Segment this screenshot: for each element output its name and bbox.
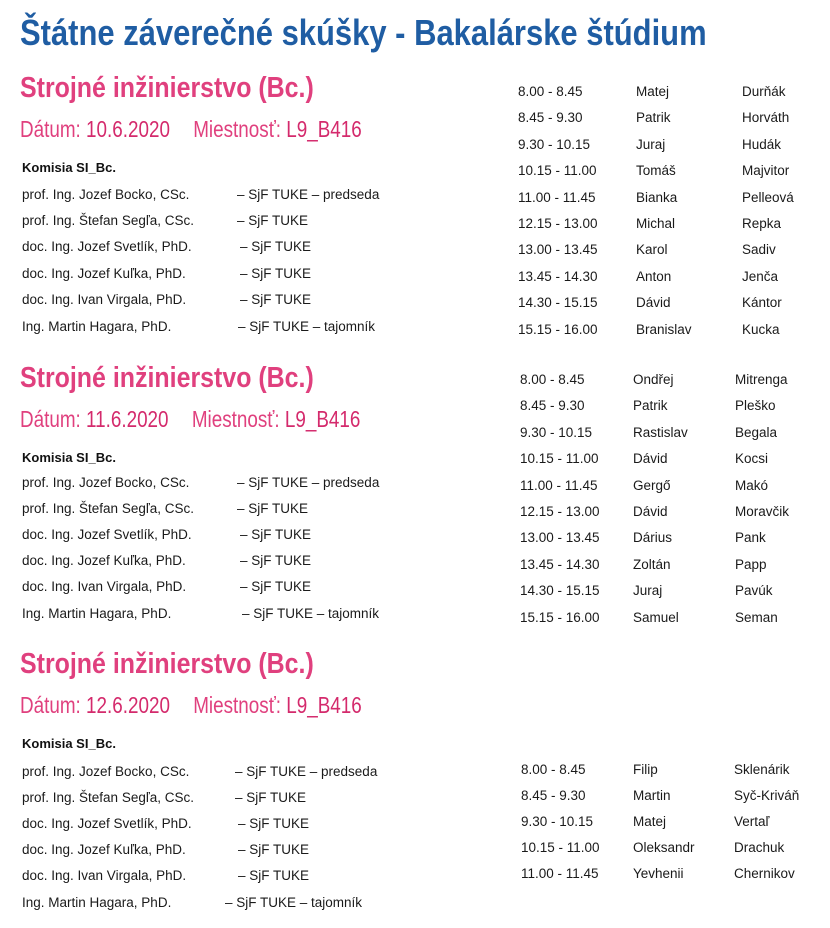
member-role: – SjF TUKE – predseda	[235, 764, 378, 779]
slot-first: Branislav	[636, 321, 692, 337]
slot-time: 9.30 - 10.15	[521, 814, 594, 829]
slot-last: Moravčik	[735, 504, 790, 519]
slot-time: 10.15 - 11.00	[521, 840, 600, 855]
member-name: Ing. Martin Hagara, PhD.	[22, 895, 172, 910]
slot-last: Makó	[735, 477, 769, 493]
slot-first: Samuel	[633, 609, 679, 625]
slot-time: 12.15 - 13.00	[520, 504, 600, 519]
slot-last: Pavúk	[735, 583, 773, 599]
slot-first: Bianka	[636, 189, 678, 205]
member-role: – SjF TUKE – tajomník	[242, 606, 380, 621]
slot-time: 11.00 - 11.45	[521, 866, 599, 881]
slot-time: 13.45 - 14.30	[520, 556, 600, 572]
slot-first: Tomáš	[636, 163, 676, 179]
slot-first: Filip	[633, 762, 658, 777]
slot-time: 10.15 - 11.00	[518, 163, 597, 179]
member-name: prof. Ing. Štefan Segľa, CSc.	[22, 213, 195, 228]
member-role: – SjF TUKE	[240, 553, 312, 568]
slot-time: 14.30 - 15.15	[520, 583, 600, 599]
member-name: prof. Ing. Štefan Segľa, CSc.	[22, 501, 195, 516]
slot-time: 9.30 - 10.15	[520, 424, 593, 440]
slot-time: 8.00 - 8.45	[520, 372, 585, 387]
member-role: – SjF TUKE	[240, 239, 312, 254]
slot-time: 12.15 - 13.00	[518, 216, 598, 231]
slot-last: Majvitor	[742, 163, 790, 179]
slot-first: Anton	[636, 268, 672, 284]
slot-first: Michal	[636, 216, 676, 231]
committee-label: Komisia SI_Bc.	[22, 160, 116, 175]
date-label: Dátum:	[20, 692, 81, 718]
section-title: Strojné inžinierstvo (Bc.)	[20, 72, 314, 104]
slot-last: Sadiv	[742, 242, 776, 258]
page-title: Štátne záverečné skúšky - Bakalárske štúdium	[20, 12, 707, 53]
slot-first: Rastislav	[633, 424, 688, 440]
exam-section	[0, 362, 830, 642]
slot-last: Seman	[735, 609, 778, 625]
slot-time: 8.00 - 8.45	[518, 84, 583, 99]
slot-first: Zoltán	[633, 556, 671, 572]
member-name: prof. Ing. Jozef Bocko, CSc.	[22, 475, 190, 490]
slot-time: 13.00 - 13.45	[518, 242, 598, 258]
committee-label: Komisia SI_Bc.	[22, 736, 116, 751]
section-title: Strojné inžinierstvo (Bc.)	[20, 648, 314, 680]
slot-time: 8.00 - 8.45	[521, 762, 586, 777]
date-label: Dátum:	[20, 406, 81, 432]
exam-room: L9_B416	[286, 116, 362, 142]
member-role: – SjF TUKE – tajomník	[225, 895, 363, 910]
member-role: – SjF TUKE	[240, 527, 312, 542]
exam-section	[0, 648, 830, 928]
date-label: Dátum:	[20, 116, 81, 142]
member-role: – SjF TUKE – predseda	[237, 475, 380, 490]
slot-last: Pleško	[735, 398, 776, 414]
exam-date: 12.6.2020	[86, 692, 170, 718]
room-label: Miestnosť:	[193, 692, 282, 718]
slot-time: 13.45 - 14.30	[518, 268, 598, 284]
member-role: – SjF TUKE	[238, 868, 310, 883]
slot-last: Hudák	[742, 136, 782, 152]
slot-last: Syč-Kriváň	[734, 788, 800, 803]
slot-time: 11.00 - 11.45	[518, 189, 596, 205]
slot-first: Juraj	[636, 136, 666, 152]
slot-first: Oleksandr	[633, 840, 695, 855]
slot-last: Durňák	[742, 84, 786, 99]
room-label: Miestnosť:	[193, 116, 282, 142]
committee-label: Komisia SI_Bc.	[22, 450, 116, 465]
member-name: doc. Ing. Ivan Virgala, PhD.	[22, 579, 187, 594]
member-name: doc. Ing. Jozef Svetlík, PhD.	[22, 816, 192, 831]
slot-last: Chernikov	[734, 866, 795, 881]
slot-time: 13.00 - 13.45	[520, 530, 600, 546]
slot-first: Gergő	[633, 477, 671, 493]
slot-time: 9.30 - 10.15	[518, 136, 591, 152]
slot-time: 14.30 - 15.15	[518, 295, 598, 311]
slot-time: 15.15 - 16.00	[520, 609, 600, 625]
member-name: doc. Ing. Ivan Virgala, PhD.	[22, 292, 187, 307]
member-name: prof. Ing. Jozef Bocko, CSc.	[22, 187, 190, 202]
member-name: doc. Ing. Jozef Kuľka, PhD.	[22, 842, 186, 857]
slot-first: Matej	[636, 84, 670, 99]
member-role: – SjF TUKE	[237, 501, 309, 516]
slot-first: Dávid	[633, 504, 668, 519]
slot-first: Matej	[633, 814, 667, 829]
slot-first: Ondřej	[633, 372, 674, 387]
member-name: doc. Ing. Jozef Kuľka, PhD.	[22, 266, 186, 281]
member-role: – SjF TUKE	[238, 842, 310, 857]
slot-last: Pank	[735, 530, 766, 546]
slot-time: 8.45 - 9.30	[518, 110, 583, 126]
slot-last: Papp	[735, 556, 767, 572]
member-role: – SjF TUKE	[238, 816, 310, 831]
slot-last: Horváth	[742, 110, 790, 126]
slot-first: Dárius	[633, 530, 673, 546]
slot-last: Vertaľ	[734, 814, 770, 829]
member-role: – SjF TUKE	[240, 292, 312, 307]
slot-time: 8.45 - 9.30	[521, 788, 586, 803]
slot-last: Sklenárik	[734, 762, 790, 777]
exam-room: L9_B416	[284, 406, 361, 432]
member-role: – SjF TUKE	[235, 790, 307, 805]
member-name: prof. Ing. Štefan Segľa, CSc.	[22, 790, 195, 805]
slot-time: 11.00 - 11.45	[520, 477, 598, 493]
slot-first: Martin	[633, 788, 671, 803]
section-meta	[20, 692, 362, 719]
member-name: doc. Ing. Jozef Svetlík, PhD.	[22, 239, 192, 254]
room-label: Miestnosť:	[191, 406, 280, 432]
slot-last: Kántor	[742, 295, 782, 311]
slot-first: Dávid	[636, 295, 671, 311]
slot-first: Patrik	[636, 110, 671, 126]
exam-section	[0, 72, 830, 352]
slot-first: Karol	[636, 242, 668, 258]
slot-last: Drachuk	[734, 840, 785, 855]
member-role: – SjF TUKE – predseda	[237, 187, 380, 202]
exam-room: L9_B416	[286, 692, 362, 718]
slot-last: Kocsi	[735, 451, 769, 467]
member-role: – SjF TUKE	[240, 579, 312, 594]
slot-first: Juraj	[633, 583, 663, 599]
slot-last: Mitrenga	[735, 372, 788, 387]
exam-date: 10.6.2020	[86, 116, 170, 142]
slot-time: 8.45 - 9.30	[520, 398, 585, 414]
slot-time: 10.15 - 11.00	[520, 451, 599, 467]
slot-first: Yevhenii	[633, 866, 684, 881]
slot-last: Pelleová	[742, 189, 794, 205]
section-meta	[20, 406, 360, 433]
slot-last: Begala	[735, 424, 778, 440]
section-meta	[20, 116, 362, 143]
member-name: prof. Ing. Jozef Bocko, CSc.	[22, 764, 190, 779]
member-name: doc. Ing. Jozef Svetlík, PhD.	[22, 527, 192, 542]
member-role: – SjF TUKE	[237, 213, 309, 228]
slot-last: Repka	[742, 216, 782, 231]
slot-last: Jenča	[742, 268, 779, 284]
member-role: – SjF TUKE	[240, 266, 312, 281]
slot-first: Dávid	[633, 451, 668, 467]
slot-time: 15.15 - 16.00	[518, 321, 598, 337]
slot-first: Patrik	[633, 398, 668, 414]
member-role: – SjF TUKE – tajomník	[238, 319, 376, 334]
exam-date: 11.6.2020	[86, 406, 169, 432]
member-name: doc. Ing. Ivan Virgala, PhD.	[22, 868, 187, 883]
section-title: Strojné inžinierstvo (Bc.)	[20, 362, 314, 394]
member-name: doc. Ing. Jozef Kuľka, PhD.	[22, 553, 186, 568]
member-name: Ing. Martin Hagara, PhD.	[22, 319, 172, 334]
slot-last: Kucka	[742, 321, 780, 337]
member-name: Ing. Martin Hagara, PhD.	[22, 606, 172, 621]
